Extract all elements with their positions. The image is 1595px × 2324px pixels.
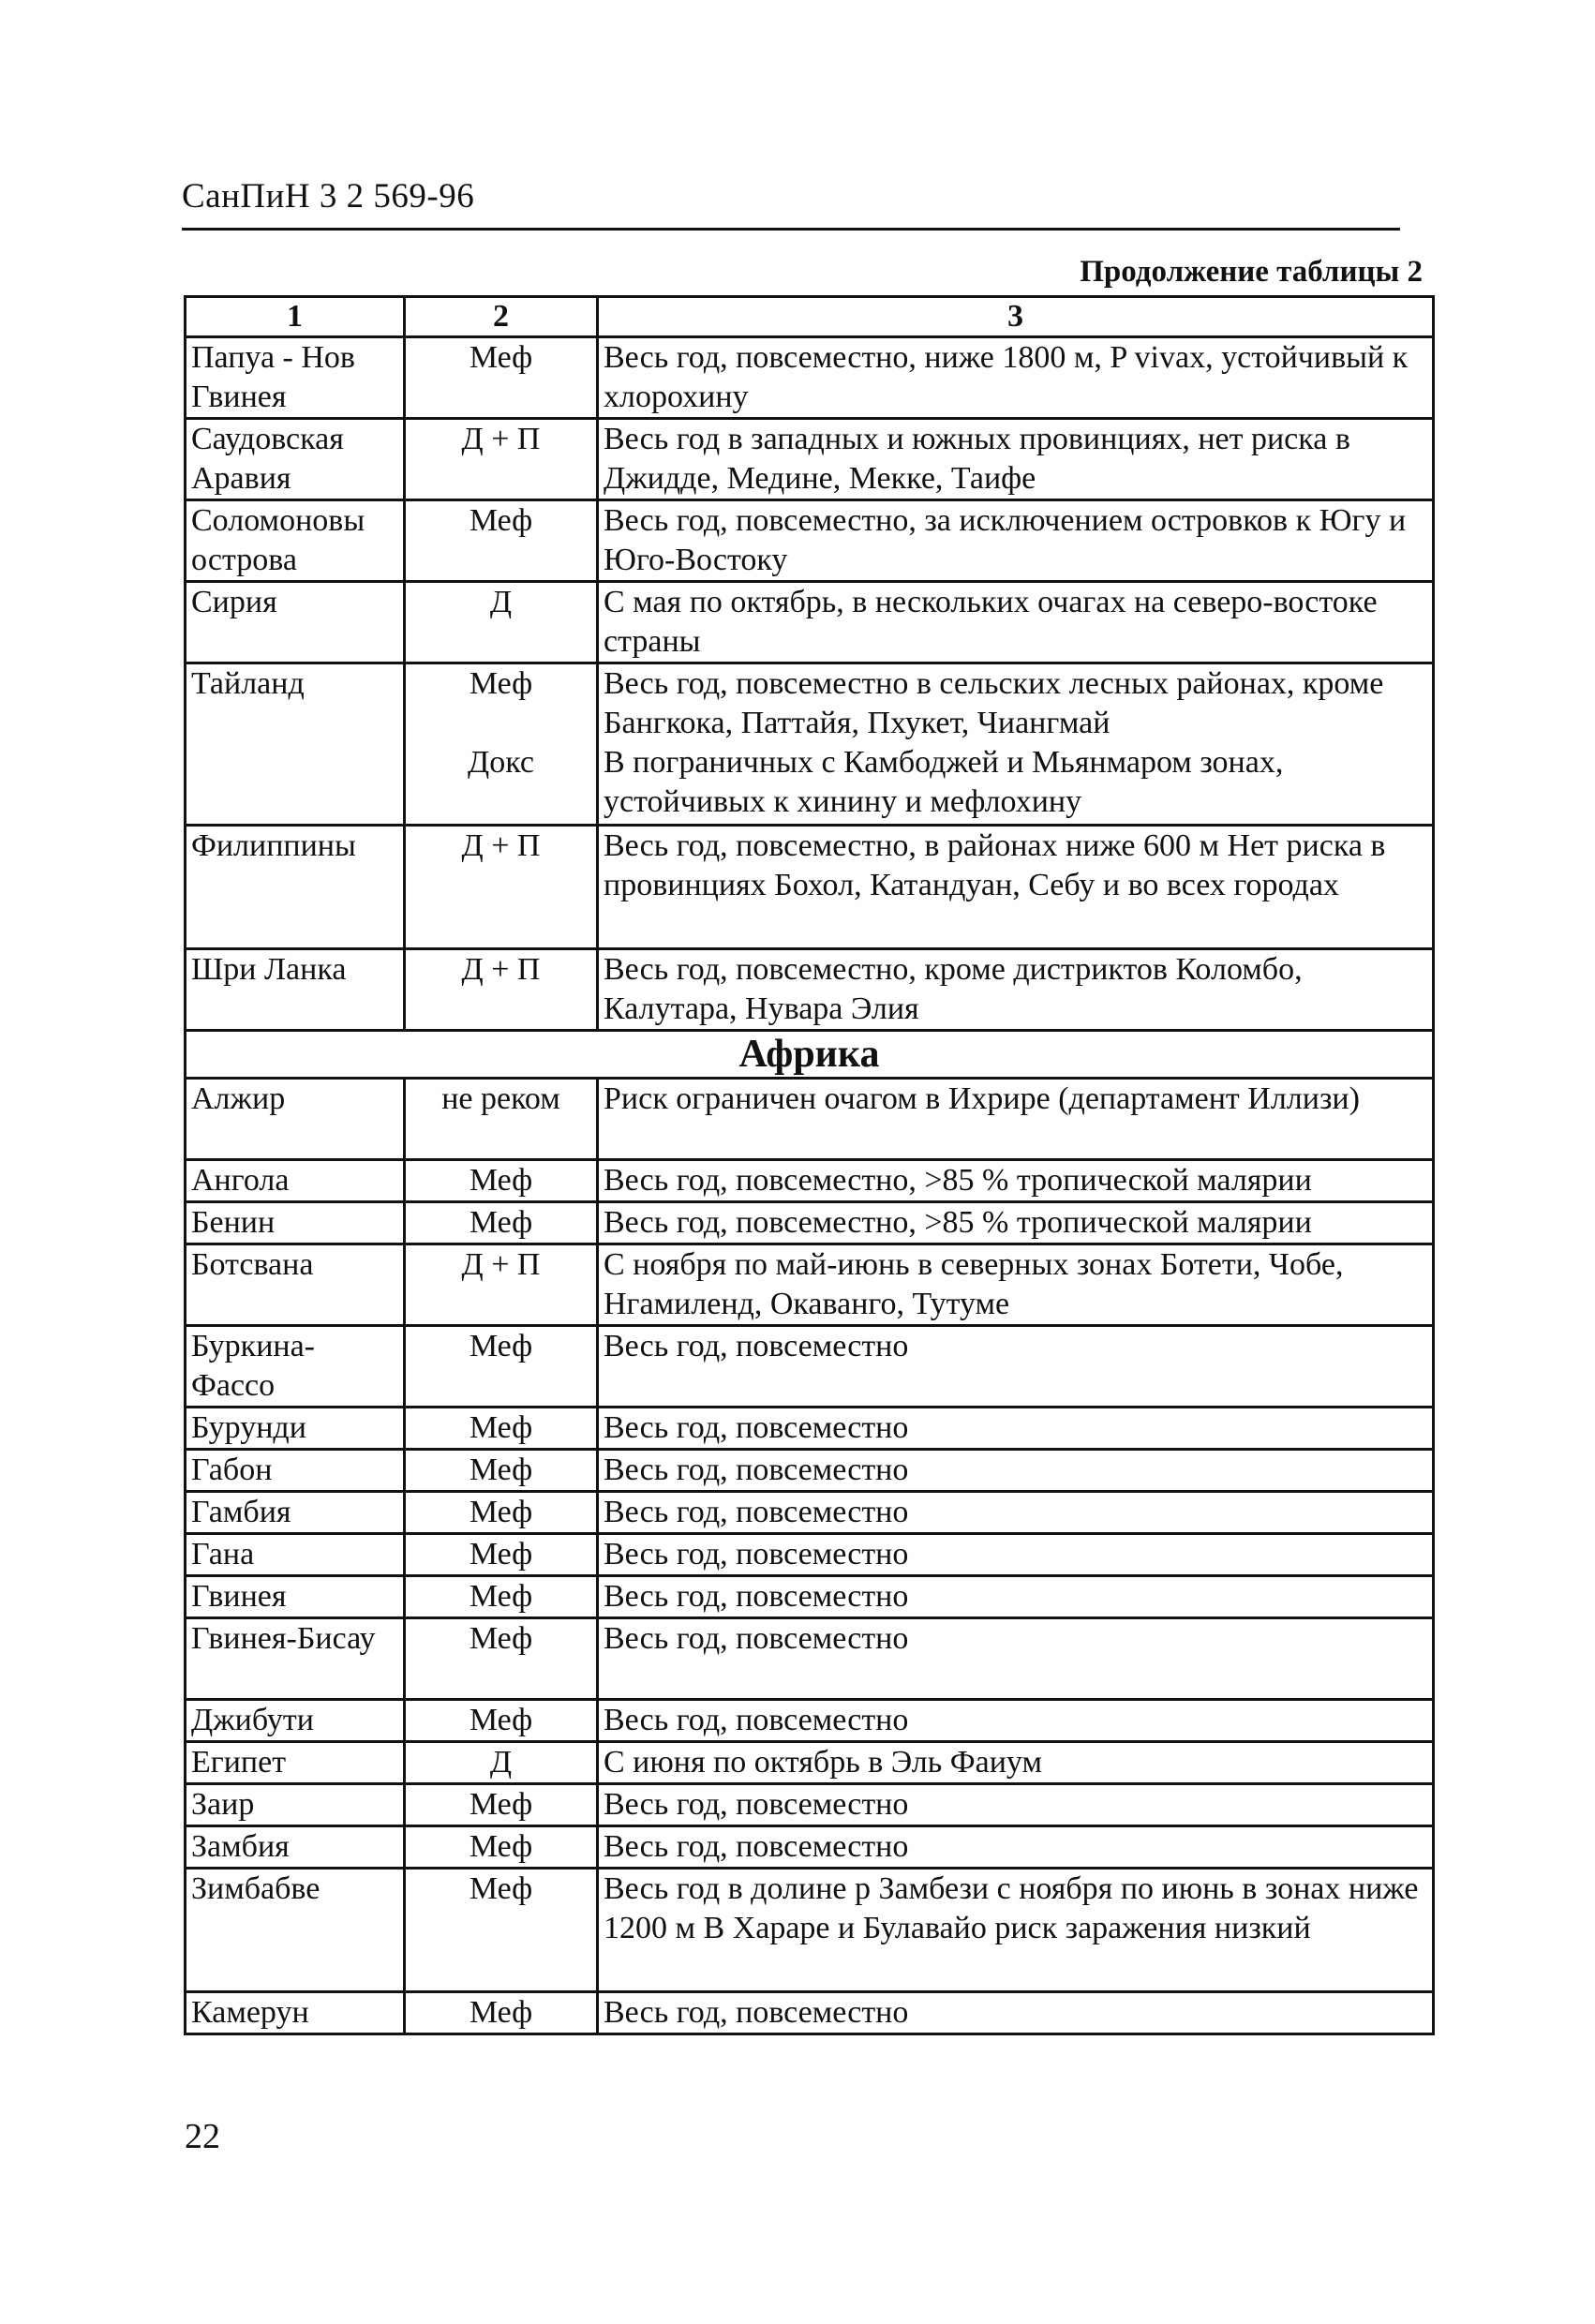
note-cell: Весь год, повсеместно, ниже 1800 м, P vivax, устойчивый к хлорохину (598, 337, 1434, 419)
table-row (186, 1408, 1434, 1450)
malaria-prophylaxis-table (184, 295, 1435, 2035)
drug-cell: Меф (405, 1408, 598, 1450)
table-row (186, 1700, 1434, 1742)
country-cell: Ботсвана (186, 1244, 405, 1326)
table-row (186, 1576, 1434, 1618)
table-row (186, 1244, 1434, 1326)
table-row (186, 1160, 1434, 1202)
table-row (186, 1869, 1434, 1992)
country-cell: Бурунди (186, 1408, 405, 1450)
note-cell: Весь год, повсеместно (598, 1618, 1434, 1700)
country-cell: Тайланд (186, 663, 405, 826)
table-row (186, 419, 1434, 500)
table-row (186, 1326, 1434, 1408)
country-cell: Гвинея (186, 1576, 405, 1618)
note-cell: Весь год в западных и южных провинциях, нет риска в Джидде, Медине, Мекке, Таифе (598, 419, 1434, 500)
note-cell: Весь год, повсеместно (598, 1492, 1434, 1534)
drug-cell: Меф (405, 1492, 598, 1534)
country-cell: Алжир (186, 1079, 405, 1160)
note-cell: С ноября по май-июнь в северных зонах Ботети, Чобе, Нгамиленд, Окаванго, Тутуме (598, 1244, 1434, 1326)
drug-cell: Меф (405, 1700, 598, 1742)
country-cell: Камерун (186, 1992, 405, 2034)
country-cell: Буркина-Фассо (186, 1326, 405, 1408)
table-row (186, 1784, 1434, 1826)
drug-cell: Меф (405, 1992, 598, 2034)
note-cell: Весь год в долине р Замбези с ноября по июнь в зонах ниже 1200 м В Хараре и Булавайо риск заражения низкий (598, 1869, 1434, 1992)
note-cell: Весь год, повсеместно, в районах ниже 600 м Нет риска в провинциях Бохол, Катандуан, Себу и во всех городах (598, 826, 1434, 949)
drug-cell: Меф (405, 1326, 598, 1408)
drug-cell: Д (405, 1742, 598, 1784)
drug-cell: Меф (405, 1576, 598, 1618)
drug-cell: не реком (405, 1079, 598, 1160)
table-row (186, 1450, 1434, 1492)
document-code: СанПиН 3 2 569-96 (182, 177, 475, 216)
country-cell: Замбия (186, 1826, 405, 1869)
table-header-row (186, 297, 1434, 337)
table-row (186, 826, 1434, 949)
drug-cell: Меф (405, 1160, 598, 1202)
country-cell: Соломоновы острова (186, 500, 405, 582)
table-row (186, 1742, 1434, 1784)
drug-cell: Меф (405, 1784, 598, 1826)
country-cell: Заир (186, 1784, 405, 1826)
drug-cell: Меф (405, 1869, 598, 1992)
page-number: 22 (185, 2117, 220, 2156)
note-cell: Весь год, повсеместно (598, 1700, 1434, 1742)
country-cell: Египет (186, 1742, 405, 1784)
drug-cell: Д + П (405, 419, 598, 500)
drug-cell-primary: Меф (469, 666, 533, 701)
table-row (186, 337, 1434, 419)
drug-cell: Меф (405, 1450, 598, 1492)
country-cell: Гана (186, 1534, 405, 1576)
country-cell: Гамбия (186, 1492, 405, 1534)
country-cell: Филиппины (186, 826, 405, 949)
country-cell: Шри Ланка (186, 949, 405, 1031)
country-cell: Джибути (186, 1700, 405, 1742)
table-row (186, 1826, 1434, 1869)
drug-cell: Д (405, 582, 598, 663)
drug-cell: Меф (405, 1826, 598, 1869)
note-cell: Весь год, повсеместно, за исключением островков к Югу и Юго-Востоку (598, 500, 1434, 582)
drug-cell: Меф (405, 1534, 598, 1576)
table-row (186, 1534, 1434, 1576)
drug-cell: Меф (405, 1202, 598, 1244)
country-cell: Саудовская Аравия (186, 419, 405, 500)
country-cell: Папуа - Нов Гвинея (186, 337, 405, 419)
note-secondary: В пограничных с Камбоджей и Мьянмаром зонах, устойчивых к хинину и мефлохину (604, 745, 1284, 819)
table-row (186, 582, 1434, 663)
table-row (186, 1992, 1434, 2034)
note-cell: Весь год, повсеместно (598, 1408, 1434, 1450)
note-cell: Весь год, повсеместно (598, 1992, 1434, 2034)
note-cell: Весь год, повсеместно (598, 1450, 1434, 1492)
country-cell: Габон (186, 1450, 405, 1492)
note-cell: Весь год, повсеместно (598, 1534, 1434, 1576)
table-caption: Продолжение таблицы 2 (1080, 255, 1423, 289)
note-cell: Весь год, повсеместно, >85 % тропической малярии (598, 1202, 1434, 1244)
table-row (186, 1202, 1434, 1244)
header-rule (182, 228, 1400, 231)
drug-cell: Меф (405, 337, 598, 419)
note-cell: Весь год, повсеместно, кроме дистриктов Коломбо, Калутара, Нувара Элия (598, 949, 1434, 1031)
region-heading: Африка (186, 1031, 1434, 1079)
drug-cell-secondary: Докс (468, 745, 534, 780)
drug-cell: Меф (405, 1618, 598, 1700)
country-cell: Зимбабве (186, 1869, 405, 1992)
drug-cell: Д + П (405, 949, 598, 1031)
drug-cell (405, 663, 598, 826)
note-cell (598, 663, 1434, 826)
note-cell: Весь год, повсеместно, >85 % тропической малярии (598, 1160, 1434, 1202)
note-cell: С июня по октябрь в Эль Фаиум (598, 1742, 1434, 1784)
table-row (186, 1079, 1434, 1160)
table-row (186, 1618, 1434, 1700)
table-row (186, 949, 1434, 1031)
table-row (186, 500, 1434, 582)
note-cell: Весь год, повсеместно (598, 1826, 1434, 1869)
table-row (186, 1492, 1434, 1534)
drug-cell: Д + П (405, 826, 598, 949)
drug-cell: Меф (405, 500, 598, 582)
drug-cell: Д + П (405, 1244, 598, 1326)
country-cell: Гвинея-Бисау (186, 1618, 405, 1700)
note-primary: Весь год, повсеместно в сельских лесных районах, кроме Бангкока, Паттайя, Пхукет, Чиангмай (604, 666, 1384, 740)
country-cell: Ангола (186, 1160, 405, 1202)
note-cell: С мая по октябрь, в нескольких очагах на северо-востоке страны (598, 582, 1434, 663)
note-cell: Весь год, повсеместно (598, 1576, 1434, 1618)
column-header-1: 1 (186, 297, 405, 337)
column-header-2: 2 (405, 297, 598, 337)
note-cell: Весь год, повсеместно (598, 1784, 1434, 1826)
region-row-africa (186, 1031, 1434, 1079)
table-row (186, 663, 1434, 826)
note-cell: Весь год, повсеместно (598, 1326, 1434, 1408)
column-header-3: 3 (598, 297, 1434, 337)
country-cell: Сирия (186, 582, 405, 663)
note-cell: Риск ограничен очагом в Ихрире (департамент Иллизи) (598, 1079, 1434, 1160)
country-cell: Бенин (186, 1202, 405, 1244)
